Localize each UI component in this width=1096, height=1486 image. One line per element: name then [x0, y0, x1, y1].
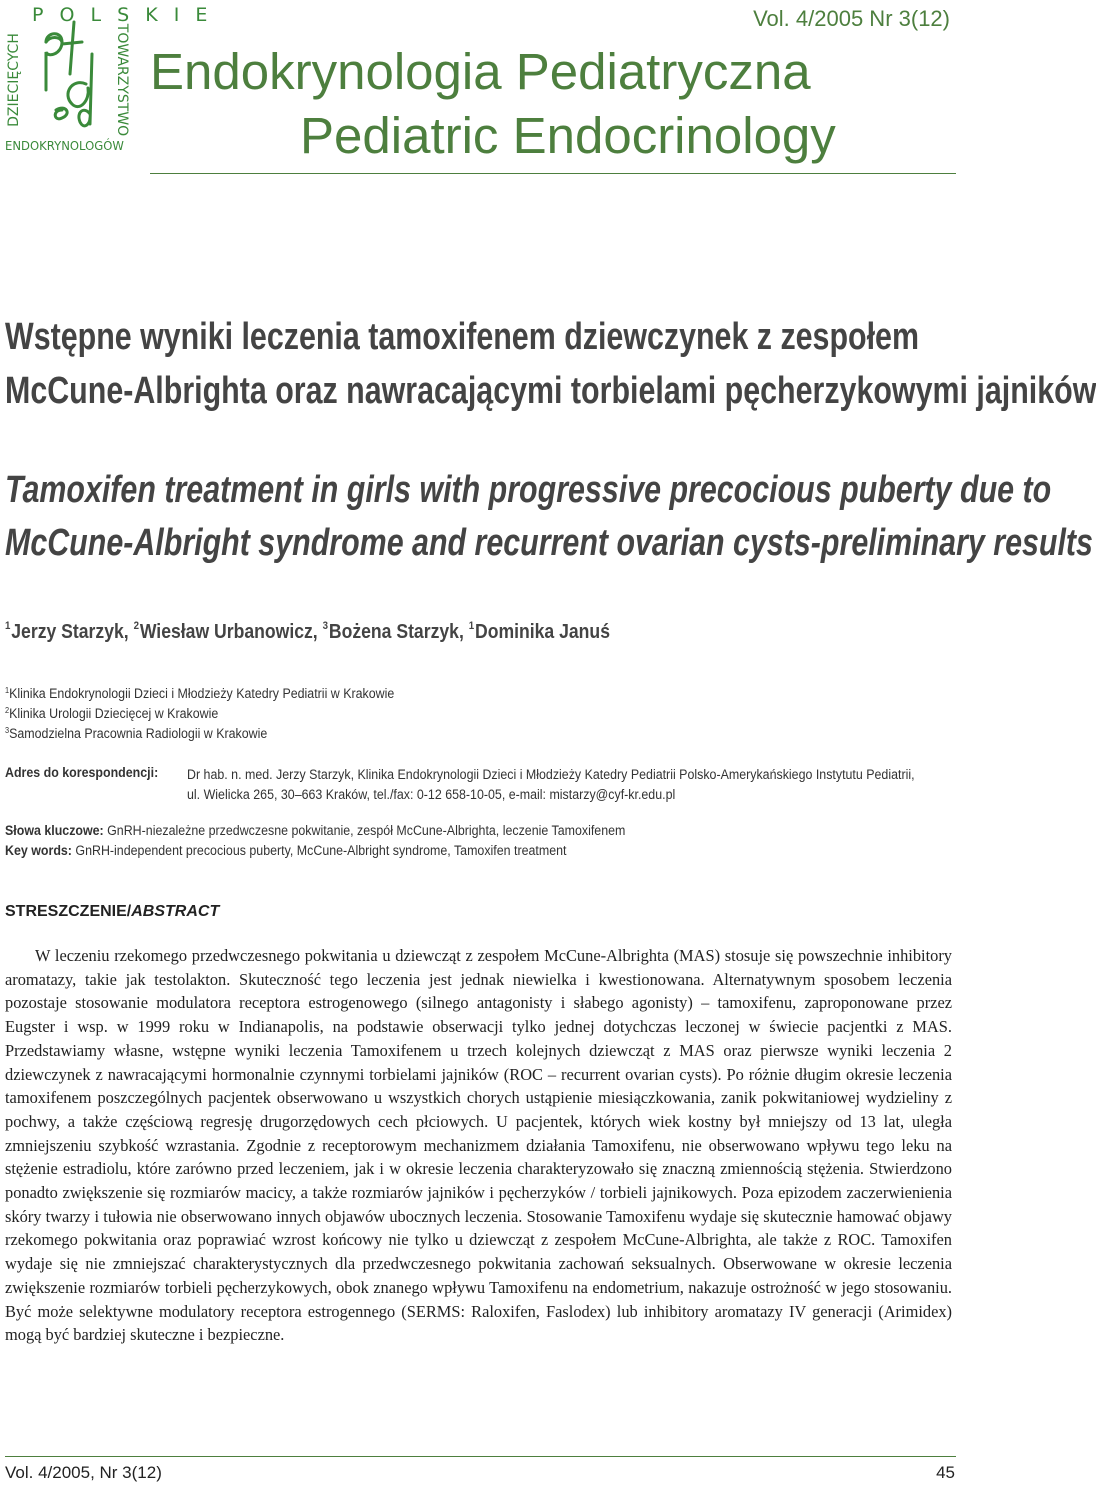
volume-header: Vol. 4/2005 Nr 3(12) [753, 6, 950, 31]
author-list [5, 620, 610, 644]
author: $^1$Dominika Januś [468, 620, 610, 643]
affiliation: $^2$Klinika Urologii Dziecięcej w Krakowie [5, 706, 219, 721]
correspondence-label: Adres do korespondencji: [5, 765, 159, 780]
footer-divider [5, 1456, 956, 1457]
affiliation: $^3$Samodzielna Pracownia Radiologii w Krakowie [5, 726, 268, 741]
journal-title-pl: Endokrynologia Pediatryczna [150, 43, 811, 100]
abstract-body: W leczeniu rzekomego przedwczesnego pokwitania u dziewcząt z zespołem McCune-Albrighta (MAS) stosuje się powszechnie inhibitory aromatazy, takie jak testolakton. Skuteczność tego leczenia jest jednak niewielka i kwestionowana. Alternatywnym sposobem leczenia pozostaje stosowanie modulatora receptora estrogenowego (silnego antagonisty i słabego agonisty) – tamoxifenu, zaproponowane przez Eugster i wsp. w 1999 roku w Indianapolis, na podstawie obserwacji tylko jednej dotychczas leczonej w świecie pacjentki z MAS. Przedstawiamy własne, wstępne wyniki leczenia Tamoxifenem u trzech kolejnych dziewcząt z MAS oraz pierwsze wyniki leczenia 2 dziewczynek z nawracającymi hormonalnie czynnymi torbielami jajników (ROC – recurrent ovarian cysts). Po różnie długim okresie leczenia tamoxifenem poszczególnych pacjentek obserwowano u wszystkich chorych ustąpienie miesiączkowania, zanik pokwitaniowej wydzieliny z pochwy, a także częściową regresję drugorzędowych cech płciowych. U pacjentek, których wiek kostny był mniejszy od 13 lat, uległa zmniejszeniu szybkość wzrastania. Zgodnie z receptorowym mechanizmem działania Tamoxifenu, nie obserwowano wpływu tego leku na stężenie estradiolu, które zarówno przed leczeniem, jak i w okresie leczenia charakteryzowało się znaczną zmiennością stężenia. Stwierdzono ponadto zwiększenie się rozmiarów macicy, a także rozmiarów jajników i pęcherzyków / torbieli jajnikowych. Poza epizodem zaczerwienienia skóry twarzy i tułowia nie obserwowano innych objawów ubocznych leczenia. Stosowanie Tamoxifenu wydaje się skutecznie hamować objawy rzekomego pokwitania oraz poprawiać wzrost końcowy nie tylko u dziewcząt z zespołem McCune-Albrighta, ale także z ROC. Tamoxifen wydaje się nie zmniejszać charakterystycznych dla przedwczesnego pokwitania zachowań seksualnych. Obserwowane w okresie leczenia zwiększenie rozmiarów torbieli pęcherzykowych, obok znanego wpływu Tamoxifenu na endometrium, nakazuje ostrożność w jego stosowaniu. Być może selektywne modulatory receptora estrogennego (SERMS: Raloxifen, Faslodex) lub inhibitory aromatazy IV generacji (Arimidex) mogą być bardziej skuteczne i bezpieczne. [5, 946, 952, 1345]
journal-title-en: Pediatric Endocrinology [300, 107, 836, 164]
keywords-en: Key words: GnRH-independent precocious puberty, McCune-Albright syndrome, Tamoxifen treatment [5, 843, 567, 858]
logo-right-text: TOWARZYSTWO [114, 23, 130, 137]
footer-volume: Vol. 4/2005, Nr 3(12) [5, 1463, 162, 1482]
header-divider [150, 173, 956, 174]
affiliation: $^1$Klinika Endokrynologii Dzieci i Młodzieży Katedry Pediatrii w Krakowie [5, 686, 395, 701]
abstract-heading: STRESZCZENIE/ABSTRACT [5, 903, 220, 920]
author: $^1$Jerzy Starzyk, [5, 620, 134, 643]
article-title-en-line2: McCune-Albright syndrome and recurrent ovarian cysts-preliminary results [5, 522, 1093, 564]
logo-top-text: P O L S K I E [32, 4, 213, 26]
keywords-pl: Słowa kluczowe: GnRH-niezależne przedwczesne pokwitanie, zespół McCune-Albrighta, leczenie Tamoxifenem [5, 823, 626, 838]
logo-bottom-text: ENDOKRYNOLOGÓW [5, 138, 124, 153]
article-title-pl-line1: Wstępne wyniki leczenia tamoxifenem dziewczynek z zespołem [5, 316, 919, 358]
logo-left-text: DZIECIĘCYCH [6, 33, 22, 127]
author: $^2$Wiesław Urbanowicz, [133, 620, 323, 643]
article-title-pl-line2: McCune-Albrighta oraz nawracającymi torbielami pęcherzykowymi jajników [5, 370, 1096, 412]
logo-mark-icon [32, 14, 112, 138]
author: $^3$Bożena Starzyk, [322, 620, 469, 643]
society-logo [2, 4, 213, 154]
page-number: 45 [936, 1463, 955, 1482]
article-title-en-line1: Tamoxifen treatment in girls with progressive precocious puberty due to [5, 469, 1052, 511]
correspondence-address: Dr hab. n. med. Jerzy Starzyk, Klinika Endokrynologii Dzieci i Młodzieży Katedry Pediatrii Polsko-Amerykańskiego Instytutu Pediatrii, ul. Wielicka 265, 30–663 Kraków, tel./fax: 0-12 658-10-05, e-mail: mistarzy@cyf-kr.edu.pl [187, 767, 915, 802]
